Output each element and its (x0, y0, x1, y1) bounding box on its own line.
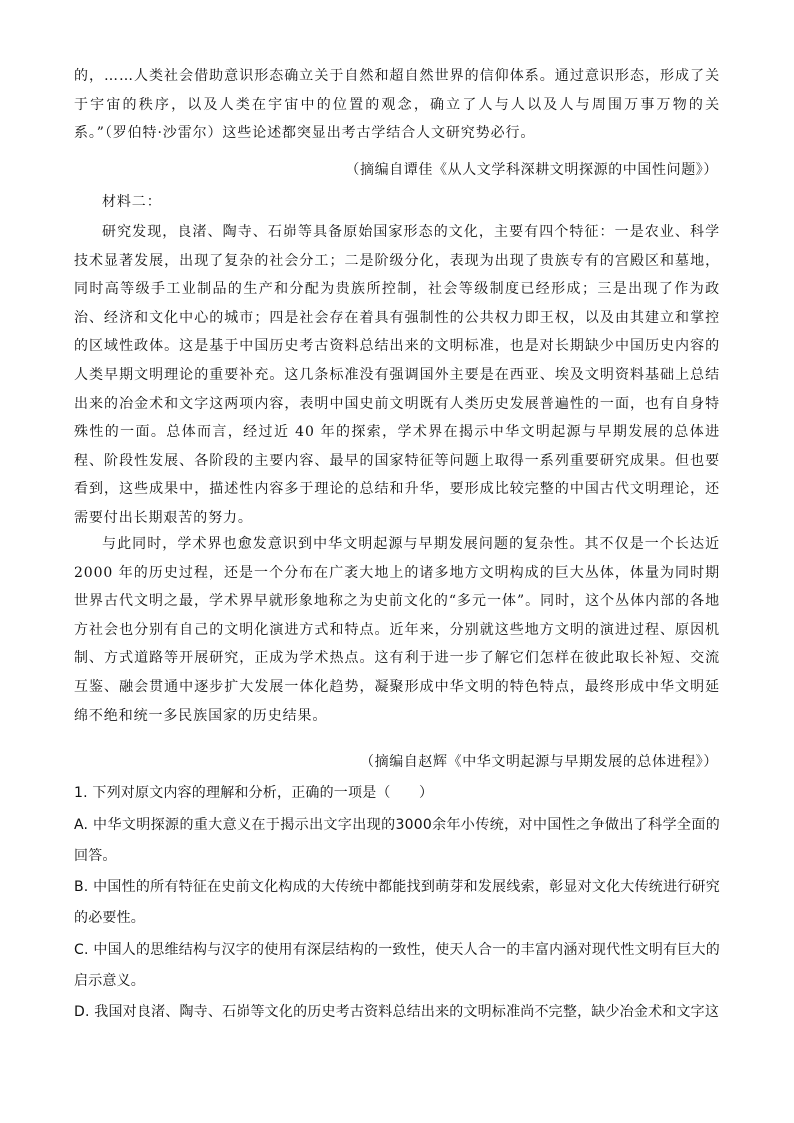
source-citation-2: （摘编自赵辉《中华文明起源与早期发展的总体进程》） (360, 754, 718, 770)
option-c: C. 中国人的思维结构与汉字的使用有深层结构的一致性，使天人合一的丰富内涵对现代性文明有巨大的启示意义。 (74, 942, 720, 989)
question-stem: 1. 下列对原文内容的理解和分析，正确的一项是（ ） (74, 785, 434, 801)
material2-paragraph-1: 研究发现，良渚、陶寺、石峁等具备原始国家形态的文化，主要有四个特征：一是农业、科学技术显著发展，出现了复杂的社会分工；二是阶级分化，表现为出现了贵族专有的宫殿区和墓地，同时高等级手工业制品的生产和分配为贵族所控制，社会等级制度已经形成；三是出现了作为政治、经济和文化中心的城市；四是社会存在着具有强制性的公共权力即王权，以及由其建立和掌控的区域性政体。这是基于中国历史考古资料总结出来的文明标准，也是对长期缺少中国历史内容的人类早期文明理论的重要补充。这几条标准没有强调国外主要是在西亚、埃及文明资料基础上总结出来的冶金术和文字这两项内容，表明中国史前文明既有人类历史发展普遍性的一面，也有自身特殊性的一面。总体而言，经过近 40 年的探索，学术界在揭示中华文明起源与早期发展的总体进程、阶段性发展、各阶段的主要内容、最早的国家特征等问题上取得一系列重要研究成果。但也要看到，这些成果中，描述性内容多于理论的总结和升华，要形成比较完整的中国古代文明理论，还需要付出长期艰苦的努力。 (74, 224, 720, 526)
source-citation-1: （摘编自谭佳《从人文学科深耕文明探源的中国性问题》） (345, 162, 718, 178)
material1-tail-paragraph: 的，……人类社会借助意识形态确立关于自然和超自然世界的信仰体系。通过意识形态，形成了关于宇宙的秩序，以及人类在宇宙中的位置的观念，确立了人与人以及人与周围万事万物的关系。”（罗伯特·沙雷尔）这些论述都突显出考古学结合人文研究势必行。 (74, 68, 720, 142)
option-a: A. 中华文明探源的重大意义在于揭示出文字出现的3000余年小传统，对中国性之争做出了科学全面的回答。 (74, 817, 720, 864)
material2-paragraph-2: 与此同时，学术界也愈发意识到中华文明起源与早期发展问题的复杂性。其不仅是一个长达近 2000 年的历史过程，还是一个分布在广袤大地上的诸多地方文明构成的巨大丛体，体量为同时期世界古代文明之最，学术界早就形象地称之为史前文化的“多元一体”。同时，这个丛体内部的各地方社会也分别有自己的文明化演进方式和特点。近年来，分别就这些地方文明的演进过程、原因机制、方式道路等开展研究，正成为学术热点。这有利于进一步了解它们怎样在彼此取长补短、交流互鉴、融会贯通中逐步扩大发展一体化趋势，凝聚形成中华文明的特色特点，最终形成中华文明延绵不绝和统一多民族国家的历史结果。 (74, 536, 720, 724)
material2-label: 材料二： (102, 194, 162, 210)
option-b: B. 中国性的所有特征在史前文化构成的大传统中都能找到萌芽和发展线索，彰显对文化大传统进行研究的必要性。 (74, 879, 720, 926)
option-d: D. 我国对良渚、陶寺、石峁等文化的历史考古资料总结出来的文明标准尚不完整，缺少冶金术和文字这 (74, 1004, 720, 1020)
